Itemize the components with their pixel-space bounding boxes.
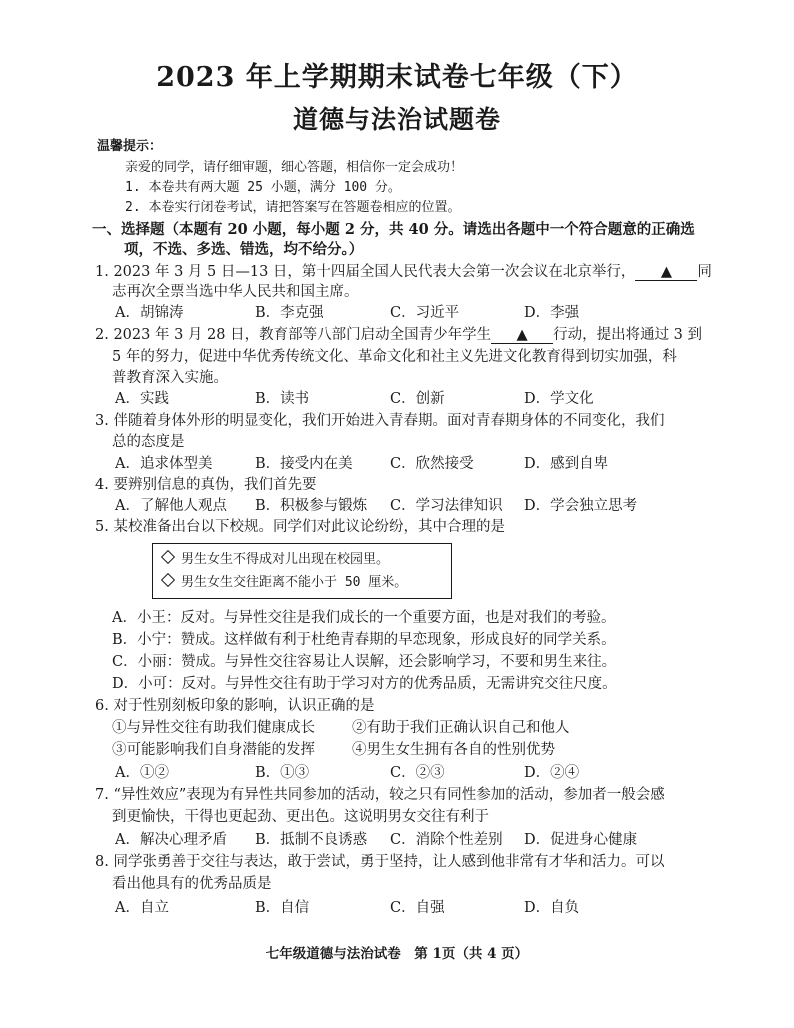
question-1-stem: 1. 2023 年 3 月 5 日—13 日，第十四届全国人民代表大会第一次会议在北京举行， ▲ 同 bbox=[95, 264, 712, 280]
exam-subtitle: 道德与法治试题卷 bbox=[292, 105, 501, 134]
question-6-option: D．②④ bbox=[524, 765, 580, 781]
question-4-option: B．积极参与锻炼 bbox=[255, 498, 368, 514]
rule-item: 男生女生交往距离不能小于 50 厘米。 bbox=[163, 573, 407, 593]
answer-blank: ▲ bbox=[635, 264, 697, 281]
answer-blank: ▲ bbox=[491, 327, 553, 344]
question-3-option: C．欣然接受 bbox=[390, 456, 474, 472]
question-8-option: D．自负 bbox=[524, 900, 580, 916]
tips-line: 亲爱的同学，请仔细审题，细心答题，相信你一定会成功！ bbox=[125, 160, 464, 175]
question-7-option: C．消除个性差别 bbox=[390, 832, 503, 848]
diamond-bullet-icon bbox=[161, 550, 175, 564]
question-2-option: D．学文化 bbox=[524, 391, 594, 407]
question-7-stem: 7. “异性效应”表现为有异性共同参加的活动，较之只有同性参加的活动，参加者一般会感 bbox=[95, 787, 665, 803]
rule-item: 男生女生不得成对儿出现在校园里。 bbox=[163, 550, 389, 570]
question-5-stem: 5. 某校准备出台以下校规。同学们对此议论纷纷，其中合理的是 bbox=[95, 519, 505, 535]
question-2-option: C．创新 bbox=[390, 391, 445, 407]
question-6-statement: ④男生女生拥有各自的性别优势 bbox=[352, 742, 555, 758]
question-8-option: A．自立 bbox=[115, 900, 169, 916]
question-6-statement: ①与异性交往有助我们健康成长 bbox=[112, 720, 315, 736]
question-2-option: B．读书 bbox=[255, 391, 310, 407]
question-8-stem: 看出他具有的优秀品质是 bbox=[112, 876, 272, 892]
diamond-bullet-icon bbox=[161, 573, 175, 587]
question-3-stem: 总的态度是 bbox=[112, 434, 185, 450]
section-heading: 一、选择题（本题有 20 小题，每小题 2 分，共 40 分。请选出各题中一个符合题意的正确选 bbox=[92, 221, 695, 238]
question-2-stem: 2. 2023 年 3 月 28 日，教育部等八部门启动全国青少年学生 ▲ 行动，提出将通过 3 到 bbox=[95, 327, 703, 343]
question-5-option: A．小王：反对。与异性交往是我们成长的一个重要方面，也是对我们的考验。 bbox=[112, 610, 616, 626]
question-3-stem: 3. 伴随着身体外形的明显变化，我们开始进入青春期。面对青春期身体的不同变化，我们 bbox=[95, 413, 665, 429]
question-8-option: B．自信 bbox=[255, 900, 310, 916]
section-heading: 项，不选、多选、错选，均不给分。） bbox=[124, 241, 364, 258]
school-rules-box bbox=[152, 543, 452, 599]
question-2-stem: 普教育深入实施。 bbox=[112, 370, 228, 386]
question-3-option: A．追求体型美 bbox=[115, 456, 213, 472]
question-4-option: C．学习法律知识 bbox=[390, 498, 503, 514]
page-footer: 七年级道德与法治试卷 第 1页（共 4 页） bbox=[265, 946, 529, 962]
question-5-option: D．小可：反对。与异性交往有助于学习对方的优秀品质，无需讲究交往尺度。 bbox=[112, 676, 617, 692]
tips-line: 1. 本卷共有两大题 25 小题，满分 100 分。 bbox=[125, 180, 401, 195]
question-3-option: D．感到自卑 bbox=[524, 456, 609, 472]
question-3-option: B．接受内在美 bbox=[255, 456, 353, 472]
question-7-option: B．抵制不良诱惑 bbox=[255, 832, 368, 848]
tips-line: 2. 本卷实行闭卷考试，请把答案写在答题卷相应的位置。 bbox=[125, 200, 461, 215]
question-1-stem: 志再次全票当选中华人民共和国主席。 bbox=[112, 284, 359, 300]
question-6-option: C．②③ bbox=[390, 765, 445, 781]
question-6-statement: ②有助于我们正确认识自己和他人 bbox=[352, 720, 570, 736]
question-6-statement: ③可能影响我们自身潜能的发挥 bbox=[112, 742, 315, 758]
tips-heading: 温馨提示： bbox=[97, 139, 163, 154]
question-5-option: C．小丽：赞成。与异性交往容易让人误解，还会影响学习，不要和男生来往。 bbox=[112, 654, 617, 670]
question-4-option: D．学会独立思考 bbox=[524, 498, 638, 514]
question-1-option: B．李克强 bbox=[255, 305, 324, 321]
question-8-stem: 8. 同学张勇善于交往与表达，敢于尝试，勇于坚持，让人感到他非常有才华和活力。可以 bbox=[95, 854, 665, 870]
question-1-option: C．习近平 bbox=[390, 305, 460, 321]
question-5-option: B．小宁：赞成。这样做有利于杜绝青春期的早恋现象，形成良好的同学关系。 bbox=[112, 632, 616, 648]
question-2-option: A．实践 bbox=[115, 391, 169, 407]
question-8-option: C．自强 bbox=[390, 900, 445, 916]
exam-title: 2023 年上学期期末试卷七年级（下） bbox=[156, 62, 638, 93]
question-6-stem: 6. 对于性别刻板印象的影响，认识正确的是 bbox=[95, 698, 375, 714]
question-7-option: A．解决心理矛盾 bbox=[115, 832, 227, 848]
question-1-option: A．胡锦涛 bbox=[115, 305, 184, 321]
question-2-stem: 5 年的努力，促进中华优秀传统文化、革命文化和社主义先进文化教育得到切实加强，科 bbox=[112, 349, 677, 365]
question-1-option: D．李强 bbox=[524, 305, 580, 321]
question-7-option: D．促进身心健康 bbox=[524, 832, 638, 848]
question-6-option: B．①③ bbox=[255, 765, 310, 781]
question-4-option: A．了解他人观点 bbox=[115, 498, 227, 514]
question-7-stem: 到更愉快，干得也更起劲、更出色。这说明男女交往有利于 bbox=[112, 809, 489, 825]
question-6-option: A．①② bbox=[115, 765, 169, 781]
question-4-stem: 4. 要辨别信息的真伪，我们首先要 bbox=[95, 477, 317, 493]
